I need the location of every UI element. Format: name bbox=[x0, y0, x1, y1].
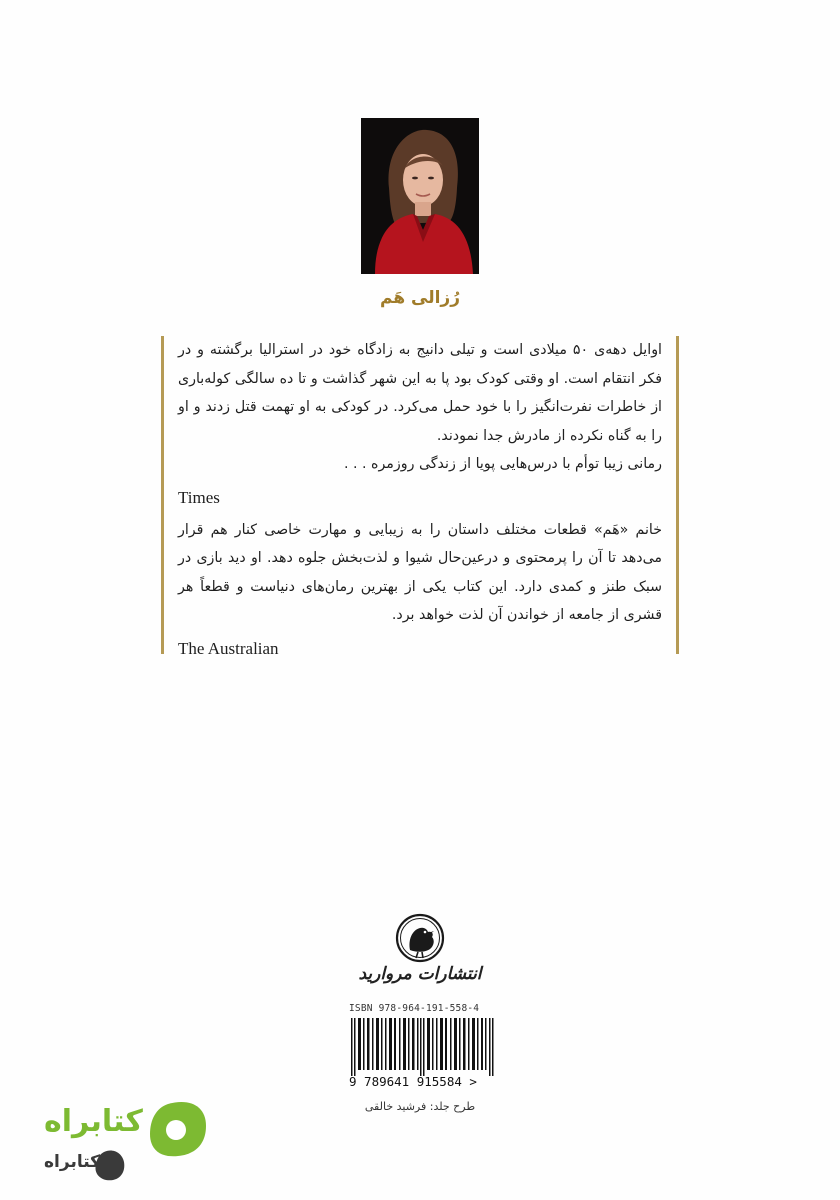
barcode-digits: 9 789641 915584 > bbox=[349, 1074, 477, 1089]
blurb-paragraph-summary: اوایل دهه‌ی ۵۰ میلادی است و تیلی دانیج به زادگاه خود در استرالیا برگشته و در فکر انتقام است. او وقتی کودک بود پا به این شهر گذاشت و تا ده سالگی کوله‌باری از خاطرات نفرت‌انگیز را با خود حمل می‌کرد. در کودکی به او تهمت قتل زدند و او را به گناه نکرده از مادرش جدا نمودند. bbox=[178, 342, 662, 444]
publisher-logo-icon bbox=[388, 906, 452, 970]
back-cover-blurb bbox=[161, 336, 679, 658]
review-source-times: Times bbox=[178, 487, 220, 507]
barcode bbox=[349, 1018, 495, 1076]
blurb-paragraph-tagline: رمانی زیبا توأم با درس‌هایی پویا از زندگی روزمره . . . bbox=[343, 456, 662, 472]
author-name: رُزالی هَم bbox=[379, 288, 461, 308]
publisher-name: انتشارات مروارید bbox=[358, 964, 482, 984]
author-photo bbox=[361, 118, 479, 274]
watermark-large: کتابراه bbox=[44, 1104, 143, 1139]
cover-design-credit: طرح جلد: فرشید خالقی bbox=[364, 1100, 476, 1113]
blurb-paragraph-review: خانم «هَم» قطعات مختلف داستان را به زیبایی و مهارت خاصی کنار هم قرار می‌دهد تا آن را پرمحتوی و درعین‌حال شیوا و لذت‌بخش جلوه دهد. او دید بازی در سبک طنز و کمدی دارد. این کتاب یکی از بهترین رمان‌های دنیاست و قطعاً هر قشری از جامعه از خواندن آن لذت خواهد برد. bbox=[178, 521, 662, 623]
isbn-label: ISBN 978-964-191-558-4 bbox=[349, 1003, 480, 1014]
review-source-australian: The Australian bbox=[178, 638, 279, 658]
watermark-small: کتابراه bbox=[44, 1152, 101, 1172]
